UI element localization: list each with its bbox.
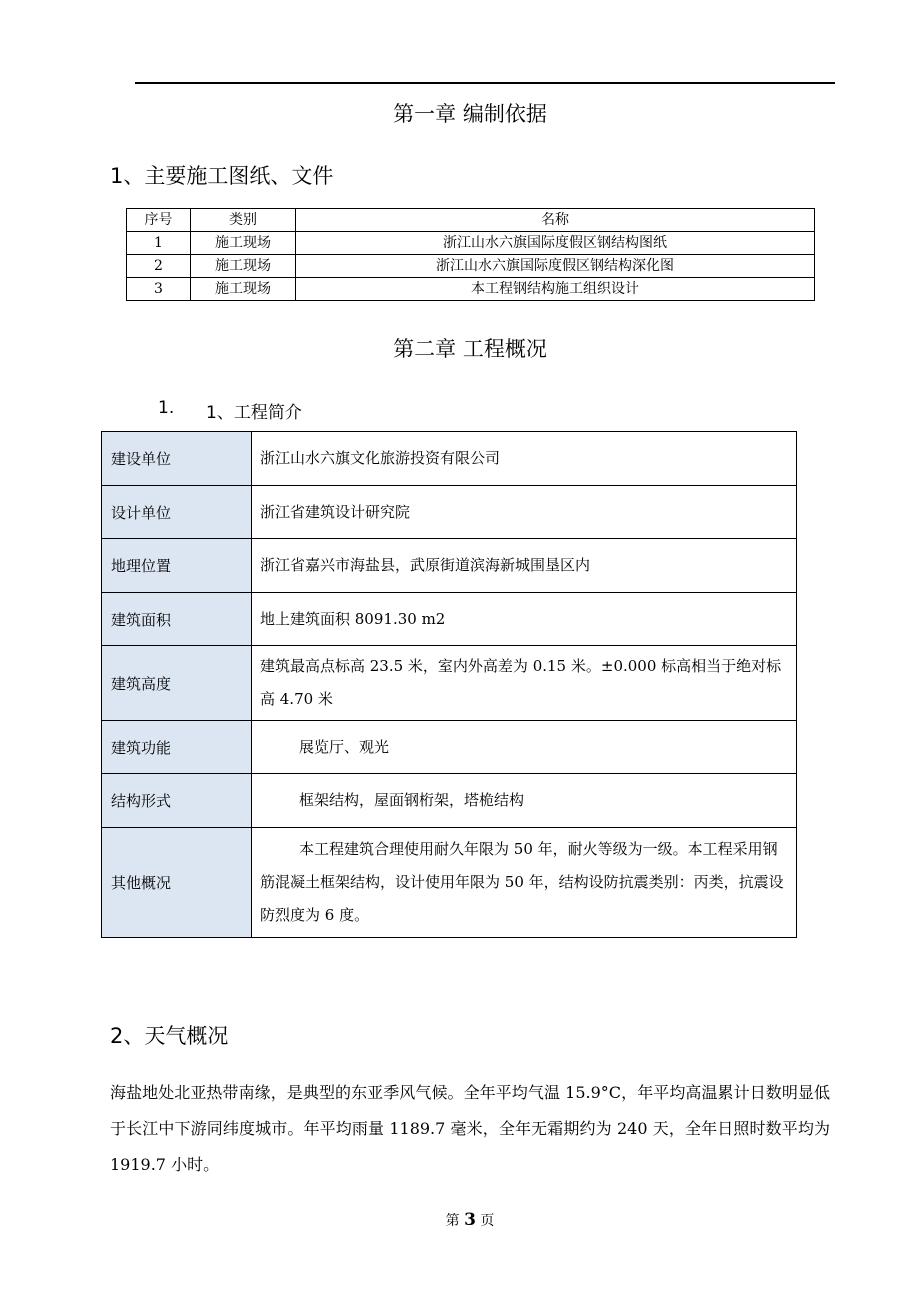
cell-index: 3 (127, 278, 191, 301)
project-overview-table (101, 431, 797, 938)
chapter-1-title: 第一章 编制依据 (393, 102, 547, 126)
header-cell-name: 名称 (296, 209, 815, 232)
row-label: 建筑功能 (102, 721, 252, 774)
row-label: 结构形式 (102, 774, 252, 828)
cell-name: 本工程钢结构施工组织设计 (296, 278, 815, 301)
table-row (102, 646, 797, 721)
table-row (102, 593, 797, 646)
row-label: 其他概况 (102, 828, 252, 938)
chapter-2-title: 第二章 工程概况 (393, 337, 547, 361)
overview-number: 1. (158, 398, 175, 418)
cell-name: 浙江山水六旗国际度假区钢结构深化图 (296, 255, 815, 278)
section-2-heading: 2、天气概况 (110, 1024, 229, 1048)
cell-index: 2 (127, 255, 191, 278)
row-value: 浙江省嘉兴市海盐县，武原街道滨海新城围垦区内 (252, 539, 797, 593)
table-row (127, 278, 815, 301)
cell-category: 施工现场 (191, 255, 296, 278)
row-value: 浙江山水六旗文化旅游投资有限公司 (252, 432, 797, 486)
row-value: 地上建筑面积 8091.30 m2 (252, 593, 797, 646)
table-row (102, 486, 797, 539)
row-value: 展览厅、观光 (252, 721, 797, 774)
row-value: 本工程建筑合理使用耐久年限为 50 年，耐火等级为一级。本工程采用钢筋混凝土框架结构，设计使用年限为 50 年，结构设防抗震类别：丙类，抗震设防烈度为 6 度。 (252, 828, 797, 938)
row-value: 建筑最高点标高 23.5 米，室内外高差为 0.15 米。±0.000 标高相当于绝对标高 4.70 米 (252, 646, 797, 721)
table-header-row (127, 209, 815, 232)
drawings-table (126, 208, 815, 301)
row-label: 建筑面积 (102, 593, 252, 646)
weather-paragraph: 海盐地处北亚热带南缘，是典型的东亚季风气候。全年平均气温 15.9°C，年平均高温累计日数明显低于长江中下游同纬度城市。年平均雨量 1189.7 毫米，全年无霜期约为 240 天，全年日照时数平均为 1919.7 小时。 (110, 1083, 830, 1174)
table-row (127, 232, 815, 255)
row-value: 浙江省建筑设计研究院 (252, 486, 797, 539)
table-row (102, 828, 797, 938)
row-label: 建筑高度 (102, 646, 252, 721)
cell-category: 施工现场 (191, 278, 296, 301)
cell-name: 浙江山水六旗国际度假区钢结构图纸 (296, 232, 815, 255)
table-row (102, 721, 797, 774)
row-label: 建设单位 (102, 432, 252, 486)
page-number: 3 (464, 1210, 476, 1230)
page-footer (0, 1210, 920, 1230)
table-row (102, 432, 797, 486)
row-label: 设计单位 (102, 486, 252, 539)
table-row (127, 255, 815, 278)
cell-category: 施工现场 (191, 232, 296, 255)
footer-suffix: 页 (480, 1213, 495, 1229)
overview-heading: 1、工程简介 (206, 403, 302, 423)
cell-index: 1 (127, 232, 191, 255)
section-1-heading: 1、主要施工图纸、文件 (110, 164, 334, 188)
table-row (102, 539, 797, 593)
header-cell-index: 序号 (127, 209, 191, 232)
row-value: 框架结构，屋面钢桁架，塔桅结构 (252, 774, 797, 828)
header-rule (135, 82, 835, 84)
row-label: 地理位置 (102, 539, 252, 593)
footer-prefix: 第 (445, 1213, 460, 1229)
header-cell-category: 类别 (191, 209, 296, 232)
table-row (102, 774, 797, 828)
